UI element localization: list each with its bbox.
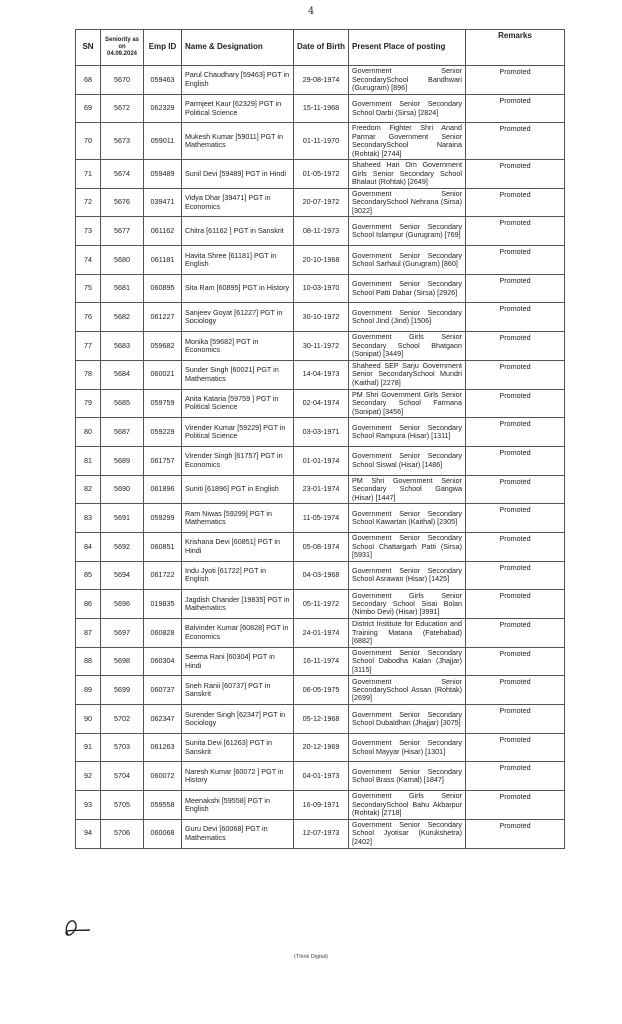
row-sn: 83 <box>76 504 101 533</box>
row-dob: 24-01-1974 <box>294 619 349 648</box>
row-remarks: Promoted <box>466 66 565 95</box>
row-name-designation: Virender Kumar [59229] PGT in Political Science <box>182 418 294 447</box>
table-row <box>76 332 565 361</box>
row-dob: 10-03-1970 <box>294 274 349 303</box>
row-seniority: 5691 <box>101 504 144 533</box>
row-remarks: Promoted <box>466 303 565 332</box>
row-remarks: Promoted <box>466 160 565 189</box>
row-remarks: Promoted <box>466 274 565 303</box>
row-dob: 01-05-1972 <box>294 160 349 189</box>
row-dob: 29-08-1974 <box>294 66 349 95</box>
row-seniority: 5683 <box>101 332 144 361</box>
row-remarks: Promoted <box>466 561 565 590</box>
row-name-designation: Mukesh Kumar [59011] PGT in Mathematics <box>182 123 294 160</box>
row-posting: Government Senior SecondarySchool Assan (Rohtak) [2699] <box>349 676 466 705</box>
table-row <box>76 532 565 561</box>
row-posting: Government Senior Secondary School Dubaldhan (Jhajjar) [3075] <box>349 705 466 734</box>
row-name-designation: Sneh Ranii [60737] PGT in Sanskrit <box>182 676 294 705</box>
row-dob: 20-12-1969 <box>294 733 349 762</box>
row-name-designation: Krishana Devi [60851] PGT in Hindi <box>182 532 294 561</box>
row-posting: Government Senior Secondary School Jind (Jind) [1506] <box>349 303 466 332</box>
row-seniority: 5680 <box>101 246 144 275</box>
table-row <box>76 246 565 275</box>
row-emp-id: 059682 <box>144 332 182 361</box>
row-remarks: Promoted <box>466 418 565 447</box>
row-dob: 12-07-1973 <box>294 819 349 848</box>
row-emp-id: 059463 <box>144 66 182 95</box>
table-row <box>76 819 565 848</box>
row-seniority: 5685 <box>101 389 144 418</box>
row-emp-id: 061263 <box>144 733 182 762</box>
row-emp-id: 019835 <box>144 590 182 619</box>
row-posting: Government Senior Secondary School Dabodha Kalan (Jhajjar) [3115] <box>349 647 466 676</box>
row-sn: 74 <box>76 246 101 275</box>
row-dob: 01-01-1974 <box>294 446 349 475</box>
row-posting: Shaheed SEP Sarju Government Senior SecondarySchool Mundri (Kaithal) [2278] <box>349 360 466 389</box>
row-sn: 85 <box>76 561 101 590</box>
row-posting: Government Senior Secondary School Jyotisar (Kurukshetra) [2402] <box>349 819 466 848</box>
row-remarks: Promoted <box>466 733 565 762</box>
row-emp-id: 060021 <box>144 360 182 389</box>
row-posting: Government Senior Secondary School Darbi (Sirsa) [2824] <box>349 94 466 123</box>
table-header-row <box>76 30 565 66</box>
row-dob: 15-11-1968 <box>294 94 349 123</box>
row-name-designation: Naresh Kumar [60072 ] PGT in History <box>182 762 294 791</box>
row-remarks: Promoted <box>466 332 565 361</box>
row-seniority: 5684 <box>101 360 144 389</box>
row-name-designation: Vidya Dhar [39471] PGT in Economics <box>182 188 294 217</box>
row-name-designation: Monika [59682] PGT in Economics <box>182 332 294 361</box>
row-name-designation: Virender Singh [61757] PGT in Economics <box>182 446 294 475</box>
row-emp-id: 060828 <box>144 619 182 648</box>
row-posting: Government Girls Senior Secondary School Sisai Bolan (Nimbo Devi) (Hisar) [3991] <box>349 590 466 619</box>
row-dob: 05-12-1968 <box>294 705 349 734</box>
row-remarks: Promoted <box>466 360 565 389</box>
row-sn: 86 <box>76 590 101 619</box>
header-posting: Present Place of posting <box>349 30 466 66</box>
table-row <box>76 590 565 619</box>
row-sn: 80 <box>76 418 101 447</box>
row-posting: Government Senior Secondary School Siswal (Hisar) [1486] <box>349 446 466 475</box>
row-emp-id: 059489 <box>144 160 182 189</box>
row-remarks: Promoted <box>466 504 565 533</box>
row-emp-id: 059558 <box>144 791 182 820</box>
row-posting: Government Senior SecondarySchool Bandhwari (Gurugram) [896] <box>349 66 466 95</box>
table-row <box>76 475 565 504</box>
table-row <box>76 94 565 123</box>
row-dob: 04-01-1973 <box>294 762 349 791</box>
row-sn: 88 <box>76 647 101 676</box>
row-posting: Freedom Fighter Shri Anand Parmar Government Senior SecondarySchool Naraina (Rohtak) [2744] <box>349 123 466 160</box>
row-posting: PM Shri Government Girls Senior Secondary School Farmana (Sonipat) [3456] <box>349 389 466 418</box>
row-remarks: Promoted <box>466 246 565 275</box>
row-sn: 94 <box>76 819 101 848</box>
header-remarks: Remarks <box>466 30 565 66</box>
table-body <box>76 66 565 849</box>
row-sn: 79 <box>76 389 101 418</box>
table-row <box>76 360 565 389</box>
row-name-designation: Suniti [61896] PGT in English <box>182 475 294 504</box>
row-dob: 20-07-1972 <box>294 188 349 217</box>
row-sn: 73 <box>76 217 101 246</box>
row-posting: Government Girls Senior SecondarySchool Bahu Akbarpur (Rohtak) [2718] <box>349 791 466 820</box>
row-name-designation: Sunder Singh [60021] PGT in Mathematics <box>182 360 294 389</box>
table-row <box>76 504 565 533</box>
row-emp-id: 061227 <box>144 303 182 332</box>
footer-note: (Think Digital) <box>294 954 328 960</box>
row-seniority: 5705 <box>101 791 144 820</box>
row-dob: 05-11-1972 <box>294 590 349 619</box>
row-emp-id: 059229 <box>144 418 182 447</box>
row-posting: Government Senior Secondary School Brass (Karnal) [1847] <box>349 762 466 791</box>
row-remarks: Promoted <box>466 647 565 676</box>
row-emp-id: 060895 <box>144 274 182 303</box>
row-dob: 04-03-1968 <box>294 561 349 590</box>
row-dob: 11-05-1974 <box>294 504 349 533</box>
row-name-designation: Sunita Devi [61263] PGT in Sanskrit <box>182 733 294 762</box>
table-row <box>76 389 565 418</box>
row-remarks: Promoted <box>466 389 565 418</box>
row-seniority: 5689 <box>101 446 144 475</box>
row-dob: 02-04-1974 <box>294 389 349 418</box>
row-seniority: 5704 <box>101 762 144 791</box>
row-dob: 20-10-1968 <box>294 246 349 275</box>
row-seniority: 5702 <box>101 705 144 734</box>
row-emp-id: 059299 <box>144 504 182 533</box>
row-seniority: 5672 <box>101 94 144 123</box>
row-remarks: Promoted <box>466 762 565 791</box>
row-emp-id: 059011 <box>144 123 182 160</box>
row-name-designation: Havita Shree [61181] PGT in English <box>182 246 294 275</box>
row-seniority: 5690 <box>101 475 144 504</box>
row-dob: 05-08-1974 <box>294 532 349 561</box>
row-sn: 82 <box>76 475 101 504</box>
row-dob: 16-11-1974 <box>294 647 349 676</box>
row-name-designation: Meenakshi [59558] PGT in English <box>182 791 294 820</box>
row-dob: 01-11-1970 <box>294 123 349 160</box>
row-sn: 71 <box>76 160 101 189</box>
row-emp-id: 061757 <box>144 446 182 475</box>
row-posting: Shaheed Hari Om Government Girls Senior Secondary School Bhalaut (Rohtak) [2649] <box>349 160 466 189</box>
table-row <box>76 647 565 676</box>
row-name-designation: Parul Chaudhary [59463] PGT in English <box>182 66 294 95</box>
row-remarks: Promoted <box>466 188 565 217</box>
row-sn: 72 <box>76 188 101 217</box>
row-posting: Government Girls Senior Secondary School Bhatgaon (Sonipat) [3449] <box>349 332 466 361</box>
row-sn: 77 <box>76 332 101 361</box>
row-seniority: 5670 <box>101 66 144 95</box>
signature-mark <box>60 905 92 945</box>
row-dob: 30-11-1972 <box>294 332 349 361</box>
row-seniority: 5697 <box>101 619 144 648</box>
row-emp-id: 061181 <box>144 246 182 275</box>
row-posting: District Institute for Education and Training Matana (Fatehabad) [6882] <box>349 619 466 648</box>
table-row <box>76 762 565 791</box>
row-name-designation: Chitra [61162 ] PGT in Sanskrit <box>182 217 294 246</box>
row-emp-id: 060072 <box>144 762 182 791</box>
table-row <box>76 217 565 246</box>
row-remarks: Promoted <box>466 475 565 504</box>
row-remarks: Promoted <box>466 590 565 619</box>
table-row <box>76 160 565 189</box>
row-sn: 70 <box>76 123 101 160</box>
row-emp-id: 059759 <box>144 389 182 418</box>
row-seniority: 5706 <box>101 819 144 848</box>
row-posting: Government Senior Secondary School Mayyar (Hisar) [1301] <box>349 733 466 762</box>
row-sn: 76 <box>76 303 101 332</box>
table-row <box>76 619 565 648</box>
table-row <box>76 791 565 820</box>
row-name-designation: Guru Devi [60068] PGT in Mathematics <box>182 819 294 848</box>
row-sn: 84 <box>76 532 101 561</box>
table-row <box>76 705 565 734</box>
row-emp-id: 062347 <box>144 705 182 734</box>
row-dob: 08-11-1973 <box>294 217 349 246</box>
row-seniority: 5673 <box>101 123 144 160</box>
row-name-designation: Surender Singh [62347] PGT in Sociology <box>182 705 294 734</box>
row-dob: 14-04-1973 <box>294 360 349 389</box>
header-dob: Date of Birth <box>294 30 349 66</box>
row-sn: 68 <box>76 66 101 95</box>
row-emp-id: 062329 <box>144 94 182 123</box>
row-remarks: Promoted <box>466 94 565 123</box>
row-sn: 90 <box>76 705 101 734</box>
row-sn: 91 <box>76 733 101 762</box>
row-sn: 87 <box>76 619 101 648</box>
table-row <box>76 446 565 475</box>
row-sn: 69 <box>76 94 101 123</box>
row-sn: 75 <box>76 274 101 303</box>
row-remarks: Promoted <box>466 676 565 705</box>
row-name-designation: Sita Ram [60895] PGT in History <box>182 274 294 303</box>
table-row <box>76 66 565 95</box>
row-dob: 16-09-1971 <box>294 791 349 820</box>
row-posting: PM Shri Government Senior Secondary School Gangwa (Hisar) [1447] <box>349 475 466 504</box>
row-emp-id: 060068 <box>144 819 182 848</box>
row-sn: 92 <box>76 762 101 791</box>
row-posting: Government Senior SecondarySchool Nehrana (Sirsa) [3022] <box>349 188 466 217</box>
row-seniority: 5681 <box>101 274 144 303</box>
row-emp-id: 060851 <box>144 532 182 561</box>
row-remarks: Promoted <box>466 791 565 820</box>
row-name-designation: Parmjeet Kaur [62329] PGT in Political Science <box>182 94 294 123</box>
header-seniority: Seniority as on 04.09.2024 <box>101 30 144 66</box>
table-row <box>76 676 565 705</box>
header-emp-id: Emp ID <box>144 30 182 66</box>
row-seniority: 5699 <box>101 676 144 705</box>
table-row <box>76 418 565 447</box>
row-seniority: 5674 <box>101 160 144 189</box>
row-seniority: 5687 <box>101 418 144 447</box>
row-remarks: Promoted <box>466 532 565 561</box>
row-seniority: 5677 <box>101 217 144 246</box>
row-posting: Government Senior Secondary School Rampura (Hisar) [1311] <box>349 418 466 447</box>
header-name-designation: Name & Designation <box>182 30 294 66</box>
table-row <box>76 188 565 217</box>
row-emp-id: 061162 <box>144 217 182 246</box>
row-seniority: 5676 <box>101 188 144 217</box>
row-remarks: Promoted <box>466 819 565 848</box>
row-remarks: Promoted <box>466 619 565 648</box>
row-name-designation: Indu Jyoti [61722] PGT in English <box>182 561 294 590</box>
row-remarks: Promoted <box>466 705 565 734</box>
row-seniority: 5692 <box>101 532 144 561</box>
row-remarks: Promoted <box>466 123 565 160</box>
row-emp-id: 060737 <box>144 676 182 705</box>
row-seniority: 5682 <box>101 303 144 332</box>
row-posting: Government Senior Secondary School Chattargarh Patti (Sirsa) [5931] <box>349 532 466 561</box>
row-emp-id: 039471 <box>144 188 182 217</box>
row-seniority: 5696 <box>101 590 144 619</box>
row-seniority: 5698 <box>101 647 144 676</box>
row-name-designation: Ram Niwas [59299] PGT in Mathematics <box>182 504 294 533</box>
row-emp-id: 061896 <box>144 475 182 504</box>
row-posting: Government Senior Secondary School Sarhaul (Gurugram) [860] <box>349 246 466 275</box>
row-name-designation: Sanjeev Goyat [61227] PGT in Sociology <box>182 303 294 332</box>
table-row <box>76 733 565 762</box>
row-name-designation: Seema Rani [60304] PGT in Hindi <box>182 647 294 676</box>
row-remarks: Promoted <box>466 446 565 475</box>
table-row <box>76 303 565 332</box>
row-sn: 78 <box>76 360 101 389</box>
page-number: 4 <box>307 6 315 17</box>
row-seniority: 5703 <box>101 733 144 762</box>
row-emp-id: 061722 <box>144 561 182 590</box>
row-posting: Government Senior Secondary School Asrawan (Hisar) [1425] <box>349 561 466 590</box>
row-posting: Government Senior Secondary School Kawartan (Kaithal) [2305] <box>349 504 466 533</box>
row-posting: Government Senior Secondary School Patti Dabar (Sirsa) [2926] <box>349 274 466 303</box>
row-seniority: 5694 <box>101 561 144 590</box>
row-dob: 23-01-1974 <box>294 475 349 504</box>
row-name-designation: Jagdish Chander [19835] PGT in Mathematics <box>182 590 294 619</box>
table-row <box>76 123 565 160</box>
table-row <box>76 274 565 303</box>
row-sn: 89 <box>76 676 101 705</box>
row-emp-id: 060304 <box>144 647 182 676</box>
row-name-designation: Balvinder Kumar [60828] PGT in Economics <box>182 619 294 648</box>
row-name-designation: Sunil Devi [59489] PGT in Hindi <box>182 160 294 189</box>
row-sn: 93 <box>76 791 101 820</box>
row-name-designation: Anita Kataria [59759 ] PGT in Political Science <box>182 389 294 418</box>
promotion-table <box>75 29 565 849</box>
header-sn: SN <box>76 30 101 66</box>
row-dob: 03-03-1971 <box>294 418 349 447</box>
row-sn: 81 <box>76 446 101 475</box>
row-dob: 06-05-1975 <box>294 676 349 705</box>
table-row <box>76 561 565 590</box>
row-remarks: Promoted <box>466 217 565 246</box>
row-posting: Government Senior Secondary School Islampur (Gurugram) [769] <box>349 217 466 246</box>
row-dob: 30-10-1972 <box>294 303 349 332</box>
